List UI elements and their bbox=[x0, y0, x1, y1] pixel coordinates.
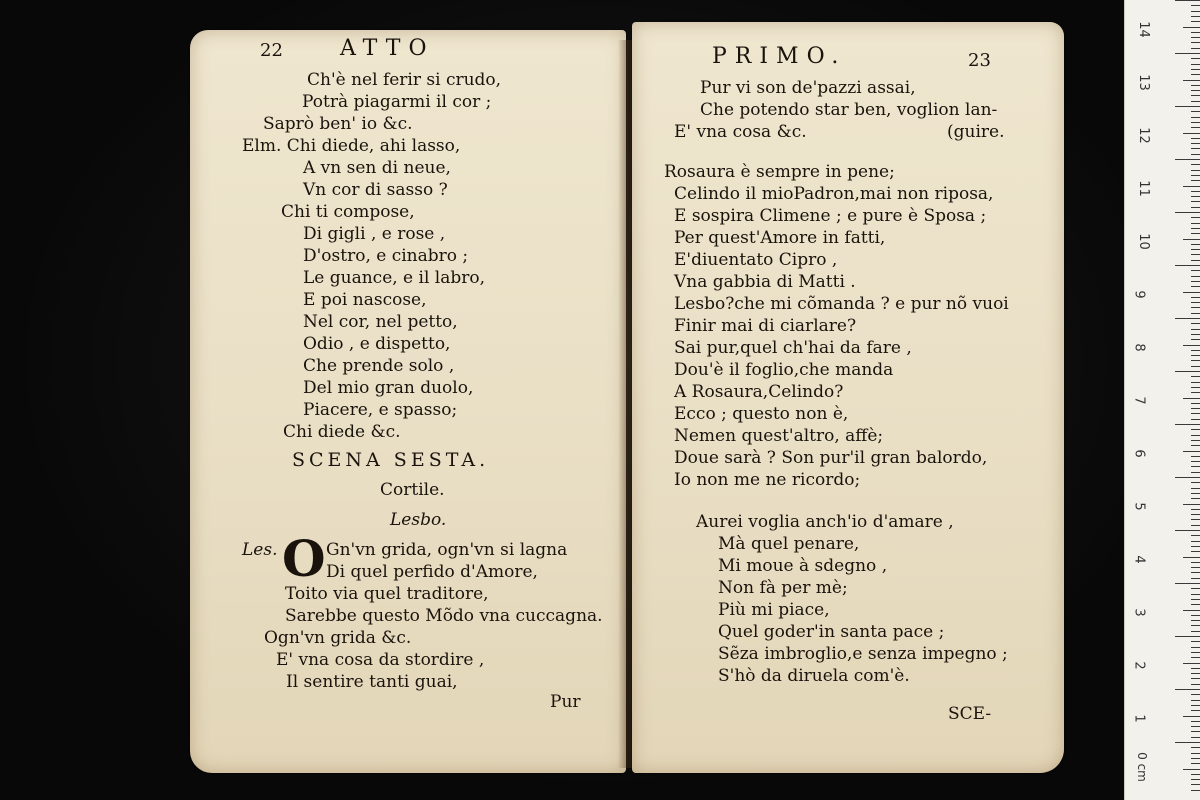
text-line: A Rosaura,Celindo? bbox=[674, 382, 844, 402]
ruler-tick bbox=[1191, 329, 1200, 330]
ruler-tick bbox=[1191, 615, 1200, 616]
ruler-tick bbox=[1191, 403, 1200, 404]
text-line: Che prende solo , bbox=[303, 356, 455, 376]
ruler-tick bbox=[1191, 482, 1200, 483]
ruler-tick bbox=[1191, 260, 1200, 261]
ruler-tick bbox=[1175, 265, 1200, 266]
ruler-tick bbox=[1183, 292, 1200, 293]
text-line: Che potendo star ben, voglion lan- bbox=[700, 100, 998, 120]
ruler-number: 7 bbox=[1131, 396, 1147, 405]
ruler-tick bbox=[1191, 620, 1200, 621]
ruler-tick bbox=[1191, 541, 1200, 542]
text-line: Chi diede &c. bbox=[283, 422, 401, 442]
ruler-tick bbox=[1191, 599, 1200, 600]
ruler-tick bbox=[1191, 488, 1200, 489]
ruler-tick bbox=[1191, 625, 1200, 626]
text-line: Doue sarà ? Son pur'il gran balordo, bbox=[674, 448, 988, 468]
ruler-tick bbox=[1191, 196, 1200, 197]
ruler-number: 5 bbox=[1131, 502, 1147, 511]
ruler-tick bbox=[1191, 95, 1200, 96]
ruler-tick bbox=[1175, 583, 1200, 584]
ruler-tick bbox=[1191, 509, 1200, 510]
ruler-tick bbox=[1191, 138, 1200, 139]
ruler-number: 1 bbox=[1131, 714, 1147, 723]
ruler-tick bbox=[1183, 716, 1200, 717]
ruler-tick bbox=[1191, 170, 1200, 171]
ruler-tick bbox=[1191, 413, 1200, 414]
ruler-tick bbox=[1175, 53, 1200, 54]
catchword: SCE- bbox=[948, 704, 992, 724]
ruler-tick bbox=[1191, 339, 1200, 340]
ruler-tick bbox=[1191, 180, 1200, 181]
turnover-text: (guire. bbox=[947, 122, 1005, 142]
text-line: A vn sen di neue, bbox=[303, 158, 451, 178]
ruler-tick bbox=[1183, 80, 1200, 81]
text-line: Sarebbe questo Mõdo vna cuccagna. bbox=[285, 606, 603, 626]
right-page-number: 23 bbox=[968, 50, 991, 71]
scene-title: SCENA SESTA. bbox=[292, 449, 490, 471]
ruler-tick bbox=[1175, 318, 1200, 319]
ruler-tick bbox=[1191, 419, 1200, 420]
text-line: Piacere, e spasso; bbox=[303, 400, 458, 420]
ruler-tick bbox=[1191, 74, 1200, 75]
text-line: Ogn'vn grida &c. bbox=[264, 628, 412, 648]
ruler-tick bbox=[1191, 270, 1200, 271]
ruler-tick bbox=[1191, 493, 1200, 494]
text-line: E sospira Climene ; e pure è Sposa ; bbox=[674, 206, 987, 226]
ruler-tick bbox=[1191, 763, 1200, 764]
text-line: Ch'è nel ferir si crudo, bbox=[307, 70, 502, 90]
ruler-tick bbox=[1183, 27, 1200, 28]
text-line: Pur vi son de'pazzi assai, bbox=[700, 78, 916, 98]
ruler-tick bbox=[1191, 710, 1200, 711]
ruler-tick bbox=[1191, 673, 1200, 674]
ruler-tick bbox=[1175, 424, 1200, 425]
ruler-tick bbox=[1191, 191, 1200, 192]
ruler-tick bbox=[1191, 705, 1200, 706]
ruler-tick bbox=[1191, 567, 1200, 568]
ruler-tick bbox=[1191, 148, 1200, 149]
scene-place: Cortile. bbox=[380, 480, 445, 500]
text-line: Saprò ben' io &c. bbox=[263, 114, 413, 134]
ruler-tick bbox=[1175, 106, 1200, 107]
ruler-tick bbox=[1191, 58, 1200, 59]
ruler-number: 2 bbox=[1131, 661, 1147, 670]
text-line: Nel cor, nel petto, bbox=[303, 312, 458, 332]
text-line: Di quel perfido d'Amore, bbox=[326, 562, 538, 582]
ruler-unit-label: 0 cm bbox=[1134, 752, 1149, 782]
ruler-tick bbox=[1191, 16, 1200, 17]
ruler-tick bbox=[1191, 90, 1200, 91]
ruler-tick bbox=[1191, 790, 1200, 791]
ruler-tick bbox=[1191, 721, 1200, 722]
ruler-tick bbox=[1191, 572, 1200, 573]
ruler-tick bbox=[1191, 684, 1200, 685]
ruler-tick bbox=[1191, 217, 1200, 218]
ruler-tick bbox=[1191, 376, 1200, 377]
ruler-tick bbox=[1183, 451, 1200, 452]
ruler-number: 3 bbox=[1131, 608, 1147, 617]
text-line: Gn'vn grida, ogn'vn si lagna bbox=[326, 540, 568, 560]
ruler-tick bbox=[1175, 371, 1200, 372]
ruler-tick bbox=[1175, 636, 1200, 637]
ruler-tick bbox=[1191, 784, 1200, 785]
ruler-tick bbox=[1191, 313, 1200, 314]
ruler-tick bbox=[1191, 519, 1200, 520]
text-line: E' vna cosa da stordire , bbox=[276, 650, 485, 670]
ruler-tick bbox=[1191, 101, 1200, 102]
text-line: Rosaura è sempre in pene; bbox=[664, 162, 895, 182]
text-line: Nemen quest'altro, affè; bbox=[674, 426, 884, 446]
text-line: Chi ti compose, bbox=[281, 202, 415, 222]
text-line: Toito via quel traditore, bbox=[285, 584, 489, 604]
ruler-tick bbox=[1191, 355, 1200, 356]
ruler-tick bbox=[1191, 461, 1200, 462]
ruler-tick bbox=[1191, 652, 1200, 653]
text-line: Lesbo?che mi cõmanda ? e pur nõ vuoi bbox=[674, 294, 1009, 314]
ruler-tick bbox=[1191, 737, 1200, 738]
ruler-tick bbox=[1191, 249, 1200, 250]
ruler-tick bbox=[1191, 154, 1200, 155]
ruler-tick bbox=[1191, 726, 1200, 727]
ruler-tick bbox=[1183, 769, 1200, 770]
text-line: E poi nascose, bbox=[303, 290, 427, 310]
text-line: Del mio gran duolo, bbox=[303, 378, 474, 398]
text-line: Quel goder'in santa pace ; bbox=[718, 622, 945, 642]
ruler-tick bbox=[1183, 345, 1200, 346]
text-line: Di gigli , e rose , bbox=[303, 224, 446, 244]
ruler-tick bbox=[1191, 382, 1200, 383]
ruler-number: 10 bbox=[1135, 233, 1151, 250]
ruler-tick bbox=[1191, 498, 1200, 499]
text-line: Dou'è il foglio,che manda bbox=[674, 360, 894, 380]
text-line: Sẽza imbroglio,e senza impegno ; bbox=[718, 644, 1008, 664]
ruler-tick bbox=[1191, 111, 1200, 112]
ruler-tick bbox=[1183, 663, 1200, 664]
ruler-tick bbox=[1191, 562, 1200, 563]
ruler-tick bbox=[1191, 594, 1200, 595]
right-page bbox=[632, 22, 1064, 773]
ruler-tick bbox=[1191, 32, 1200, 33]
left-page bbox=[190, 30, 626, 773]
ruler-tick bbox=[1175, 0, 1200, 1]
text-line: Sai pur,quel ch'hai da fare , bbox=[674, 338, 912, 358]
ruler-tick bbox=[1191, 37, 1200, 38]
ruler-tick bbox=[1191, 117, 1200, 118]
ruler-tick bbox=[1191, 85, 1200, 86]
ruler-tick bbox=[1191, 228, 1200, 229]
text-line: Potrà piagarmi il cor ; bbox=[302, 92, 492, 112]
ruler-tick bbox=[1191, 445, 1200, 446]
ruler-number: 14 bbox=[1135, 21, 1151, 38]
ruler-tick bbox=[1191, 578, 1200, 579]
ruler-tick bbox=[1183, 504, 1200, 505]
right-running-head: PRIMO. bbox=[712, 44, 847, 69]
ruler-number: 8 bbox=[1131, 343, 1147, 352]
ruler-tick bbox=[1183, 557, 1200, 558]
ruler-tick bbox=[1191, 429, 1200, 430]
text-line: Non fà per mè; bbox=[718, 578, 848, 598]
ruler-tick bbox=[1191, 21, 1200, 22]
ruler-tick bbox=[1175, 212, 1200, 213]
ruler-tick bbox=[1191, 753, 1200, 754]
ruler-tick bbox=[1191, 11, 1200, 12]
catchword: Pur bbox=[550, 692, 581, 712]
ruler-tick bbox=[1191, 276, 1200, 277]
ruler-tick bbox=[1191, 392, 1200, 393]
ruler-tick bbox=[1191, 408, 1200, 409]
ruler-tick bbox=[1175, 159, 1200, 160]
ruler-number: 9 bbox=[1131, 290, 1147, 299]
ruler-tick bbox=[1191, 731, 1200, 732]
ruler-number: 11 bbox=[1135, 180, 1151, 197]
ruler-tick bbox=[1191, 668, 1200, 669]
ruler-tick bbox=[1191, 514, 1200, 515]
left-running-head: ATTO bbox=[340, 36, 435, 61]
ruler-tick bbox=[1191, 366, 1200, 367]
text-line: Mà quel penare, bbox=[718, 534, 860, 554]
text-line: Io non me ne ricordo; bbox=[674, 470, 861, 490]
ruler-tick bbox=[1191, 466, 1200, 467]
text-line: Il sentire tanti guai, bbox=[286, 672, 458, 692]
ruler-tick bbox=[1191, 254, 1200, 255]
ruler-tick bbox=[1191, 281, 1200, 282]
ruler-tick bbox=[1191, 223, 1200, 224]
ruler-number: 6 bbox=[1131, 449, 1147, 458]
text-line: Le guance, e il labro, bbox=[303, 268, 486, 288]
ruler-tick bbox=[1191, 641, 1200, 642]
drop-cap: O bbox=[282, 529, 326, 588]
ruler-tick bbox=[1191, 201, 1200, 202]
ruler-tick bbox=[1191, 323, 1200, 324]
ruler-tick bbox=[1191, 122, 1200, 123]
text-line: S'hò da diruela com'è. bbox=[718, 666, 910, 686]
ruler-tick bbox=[1191, 758, 1200, 759]
speaker-label: Les. bbox=[242, 540, 278, 560]
ruler-tick bbox=[1191, 207, 1200, 208]
ruler-tick bbox=[1191, 779, 1200, 780]
ruler-tick bbox=[1191, 435, 1200, 436]
ruler-tick bbox=[1191, 5, 1200, 6]
ruler-tick bbox=[1191, 175, 1200, 176]
ruler-tick bbox=[1175, 742, 1200, 743]
text-line: Aurei voglia anch'io d'amare , bbox=[696, 512, 954, 532]
ruler-tick bbox=[1191, 307, 1200, 308]
ruler-tick bbox=[1191, 678, 1200, 679]
text-line: Per quest'Amore in fatti, bbox=[674, 228, 886, 248]
ruler-tick bbox=[1191, 535, 1200, 536]
text-line: Celindo il mioPadron,mai non riposa, bbox=[674, 184, 994, 204]
scene-character: Lesbo. bbox=[390, 510, 447, 530]
text-line: Vna gabbia di Matti . bbox=[674, 272, 856, 292]
ruler-tick bbox=[1191, 747, 1200, 748]
ruler-tick bbox=[1175, 477, 1200, 478]
text-line: Mi moue à sdegno , bbox=[718, 556, 888, 576]
ruler-tick bbox=[1191, 647, 1200, 648]
ruler-tick bbox=[1191, 64, 1200, 65]
ruler-number: 4 bbox=[1131, 555, 1147, 564]
text-line: Più mi piace, bbox=[718, 600, 830, 620]
ruler-tick bbox=[1183, 133, 1200, 134]
ruler-tick bbox=[1191, 774, 1200, 775]
ruler-tick bbox=[1191, 551, 1200, 552]
left-page-number: 22 bbox=[260, 40, 283, 61]
ruler-tick bbox=[1175, 530, 1200, 531]
ruler-tick bbox=[1191, 69, 1200, 70]
ruler-tick bbox=[1191, 48, 1200, 49]
ruler-number: 12 bbox=[1135, 127, 1151, 144]
ruler-tick bbox=[1191, 440, 1200, 441]
ruler-tick bbox=[1191, 546, 1200, 547]
ruler-tick bbox=[1191, 334, 1200, 335]
ruler-tick bbox=[1191, 588, 1200, 589]
ruler-tick bbox=[1191, 350, 1200, 351]
ruler-tick bbox=[1191, 694, 1200, 695]
ruler-tick bbox=[1191, 700, 1200, 701]
ruler-tick bbox=[1191, 143, 1200, 144]
ruler-tick bbox=[1191, 42, 1200, 43]
text-line: D'ostro, e cinabro ; bbox=[303, 246, 469, 266]
ruler-tick bbox=[1183, 239, 1200, 240]
ruler-tick bbox=[1191, 525, 1200, 526]
ruler-tick bbox=[1191, 387, 1200, 388]
ruler-tick bbox=[1191, 472, 1200, 473]
ruler-tick bbox=[1191, 456, 1200, 457]
ruler-tick bbox=[1191, 657, 1200, 658]
ruler-tick bbox=[1191, 127, 1200, 128]
ruler-tick bbox=[1175, 689, 1200, 690]
ruler-tick bbox=[1191, 604, 1200, 605]
text-line: Elm. Chi diede, ahi lasso, bbox=[242, 136, 461, 156]
ruler-tick bbox=[1191, 297, 1200, 298]
text-line: Odio , e dispetto, bbox=[303, 334, 451, 354]
ruler-tick bbox=[1183, 186, 1200, 187]
measuring-ruler bbox=[1124, 0, 1200, 800]
ruler-tick bbox=[1191, 631, 1200, 632]
ruler-tick bbox=[1191, 360, 1200, 361]
text-line: Finir mai di ciarlare? bbox=[674, 316, 857, 336]
ruler-tick bbox=[1191, 164, 1200, 165]
ruler-number: 13 bbox=[1135, 74, 1151, 91]
text-line: Vn cor di sasso ? bbox=[303, 180, 448, 200]
text-line: E'diuentato Cipro , bbox=[674, 250, 838, 270]
ruler-tick bbox=[1183, 610, 1200, 611]
ruler-tick bbox=[1191, 233, 1200, 234]
ruler-tick bbox=[1191, 286, 1200, 287]
ruler-tick bbox=[1183, 398, 1200, 399]
text-line: E' vna cosa &c. bbox=[674, 122, 807, 142]
text-line: Ecco ; questo non è, bbox=[674, 404, 849, 424]
ruler-tick bbox=[1191, 244, 1200, 245]
ruler-tick bbox=[1191, 302, 1200, 303]
